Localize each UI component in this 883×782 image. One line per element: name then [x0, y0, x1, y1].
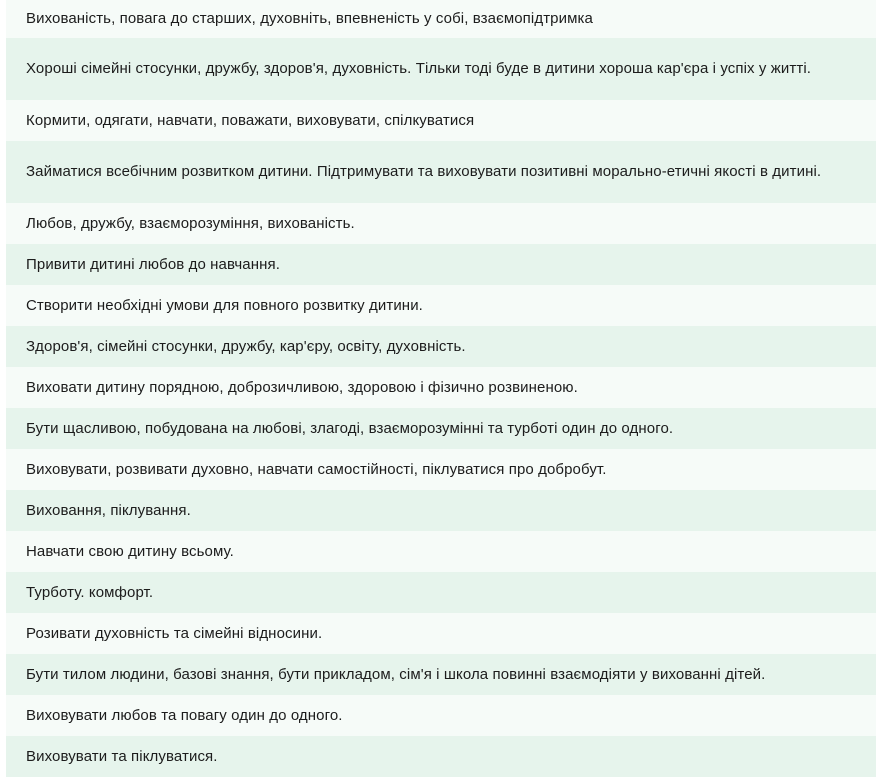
response-text: Любов, дружбу, взаєморозуміння, вихованість.	[26, 214, 355, 232]
response-text: Виховувати та піклуватися.	[26, 747, 218, 765]
response-row	[6, 654, 876, 695]
response-row	[6, 695, 876, 736]
response-text: Створити необхідні умови для повного розвитку дитини.	[26, 296, 423, 314]
response-row	[6, 490, 876, 531]
response-row	[6, 244, 876, 285]
response-row	[6, 531, 876, 572]
response-row	[6, 572, 876, 613]
response-text: Виховувати, розвивати духовно, навчати самостійності, піклуватися про добробут.	[26, 460, 607, 478]
response-text: Навчати свою дитину всьому.	[26, 542, 234, 560]
response-text: Кормити, одягати, навчати, поважати, виховувати, спілкуватися	[26, 111, 475, 129]
response-row	[6, 285, 876, 326]
response-text: Виховувати любов та повагу один до одного.	[26, 706, 343, 724]
response-row	[6, 0, 876, 38]
response-row	[6, 613, 876, 654]
response-text: Здоров'я, сімейні стосунки, дружбу, кар'єру, освіту, духовність.	[26, 337, 466, 355]
response-text: Турботу. комфорт.	[26, 583, 154, 601]
response-text: Хороші сімейні стосунки, дружбу, здоров'я, духовність. Тільки тоді буде в дитини хороша кар'єра і успіх у житті.	[26, 60, 812, 77]
response-text: Займатися всебічним розвитком дитини. Підтримувати та виховувати позитивні морально-етичні якості в дитині.	[26, 163, 822, 180]
responses-list	[6, 0, 876, 777]
response-text: Виховання, піклування.	[26, 501, 191, 519]
response-row	[6, 100, 876, 141]
response-row	[6, 38, 876, 100]
response-row	[6, 408, 876, 449]
response-row	[6, 203, 876, 244]
response-text: Бути тилом людини, базові знання, бути прикладом, сім'я і школа повинні взаємодіяти у вихованні дітей.	[26, 665, 766, 683]
response-row	[6, 449, 876, 490]
response-row	[6, 141, 876, 203]
response-row	[6, 367, 876, 408]
response-row	[6, 736, 876, 777]
response-text: Виховати дитину порядною, доброзичливою, здоровою і фізично розвиненою.	[26, 378, 578, 396]
response-row	[6, 326, 876, 367]
response-text: Бути щасливою, побудована на любові, злагоді, взаєморозумінні та турботі один до одного.	[26, 419, 674, 437]
response-text: Розивати духовність та сімейні відносини.	[26, 624, 323, 642]
response-text: Привити дитині любов до навчання.	[26, 255, 281, 273]
response-text: Вихованість, повага до старших, духовніть, впевненість у собі, взаємопідтримка	[26, 10, 593, 27]
